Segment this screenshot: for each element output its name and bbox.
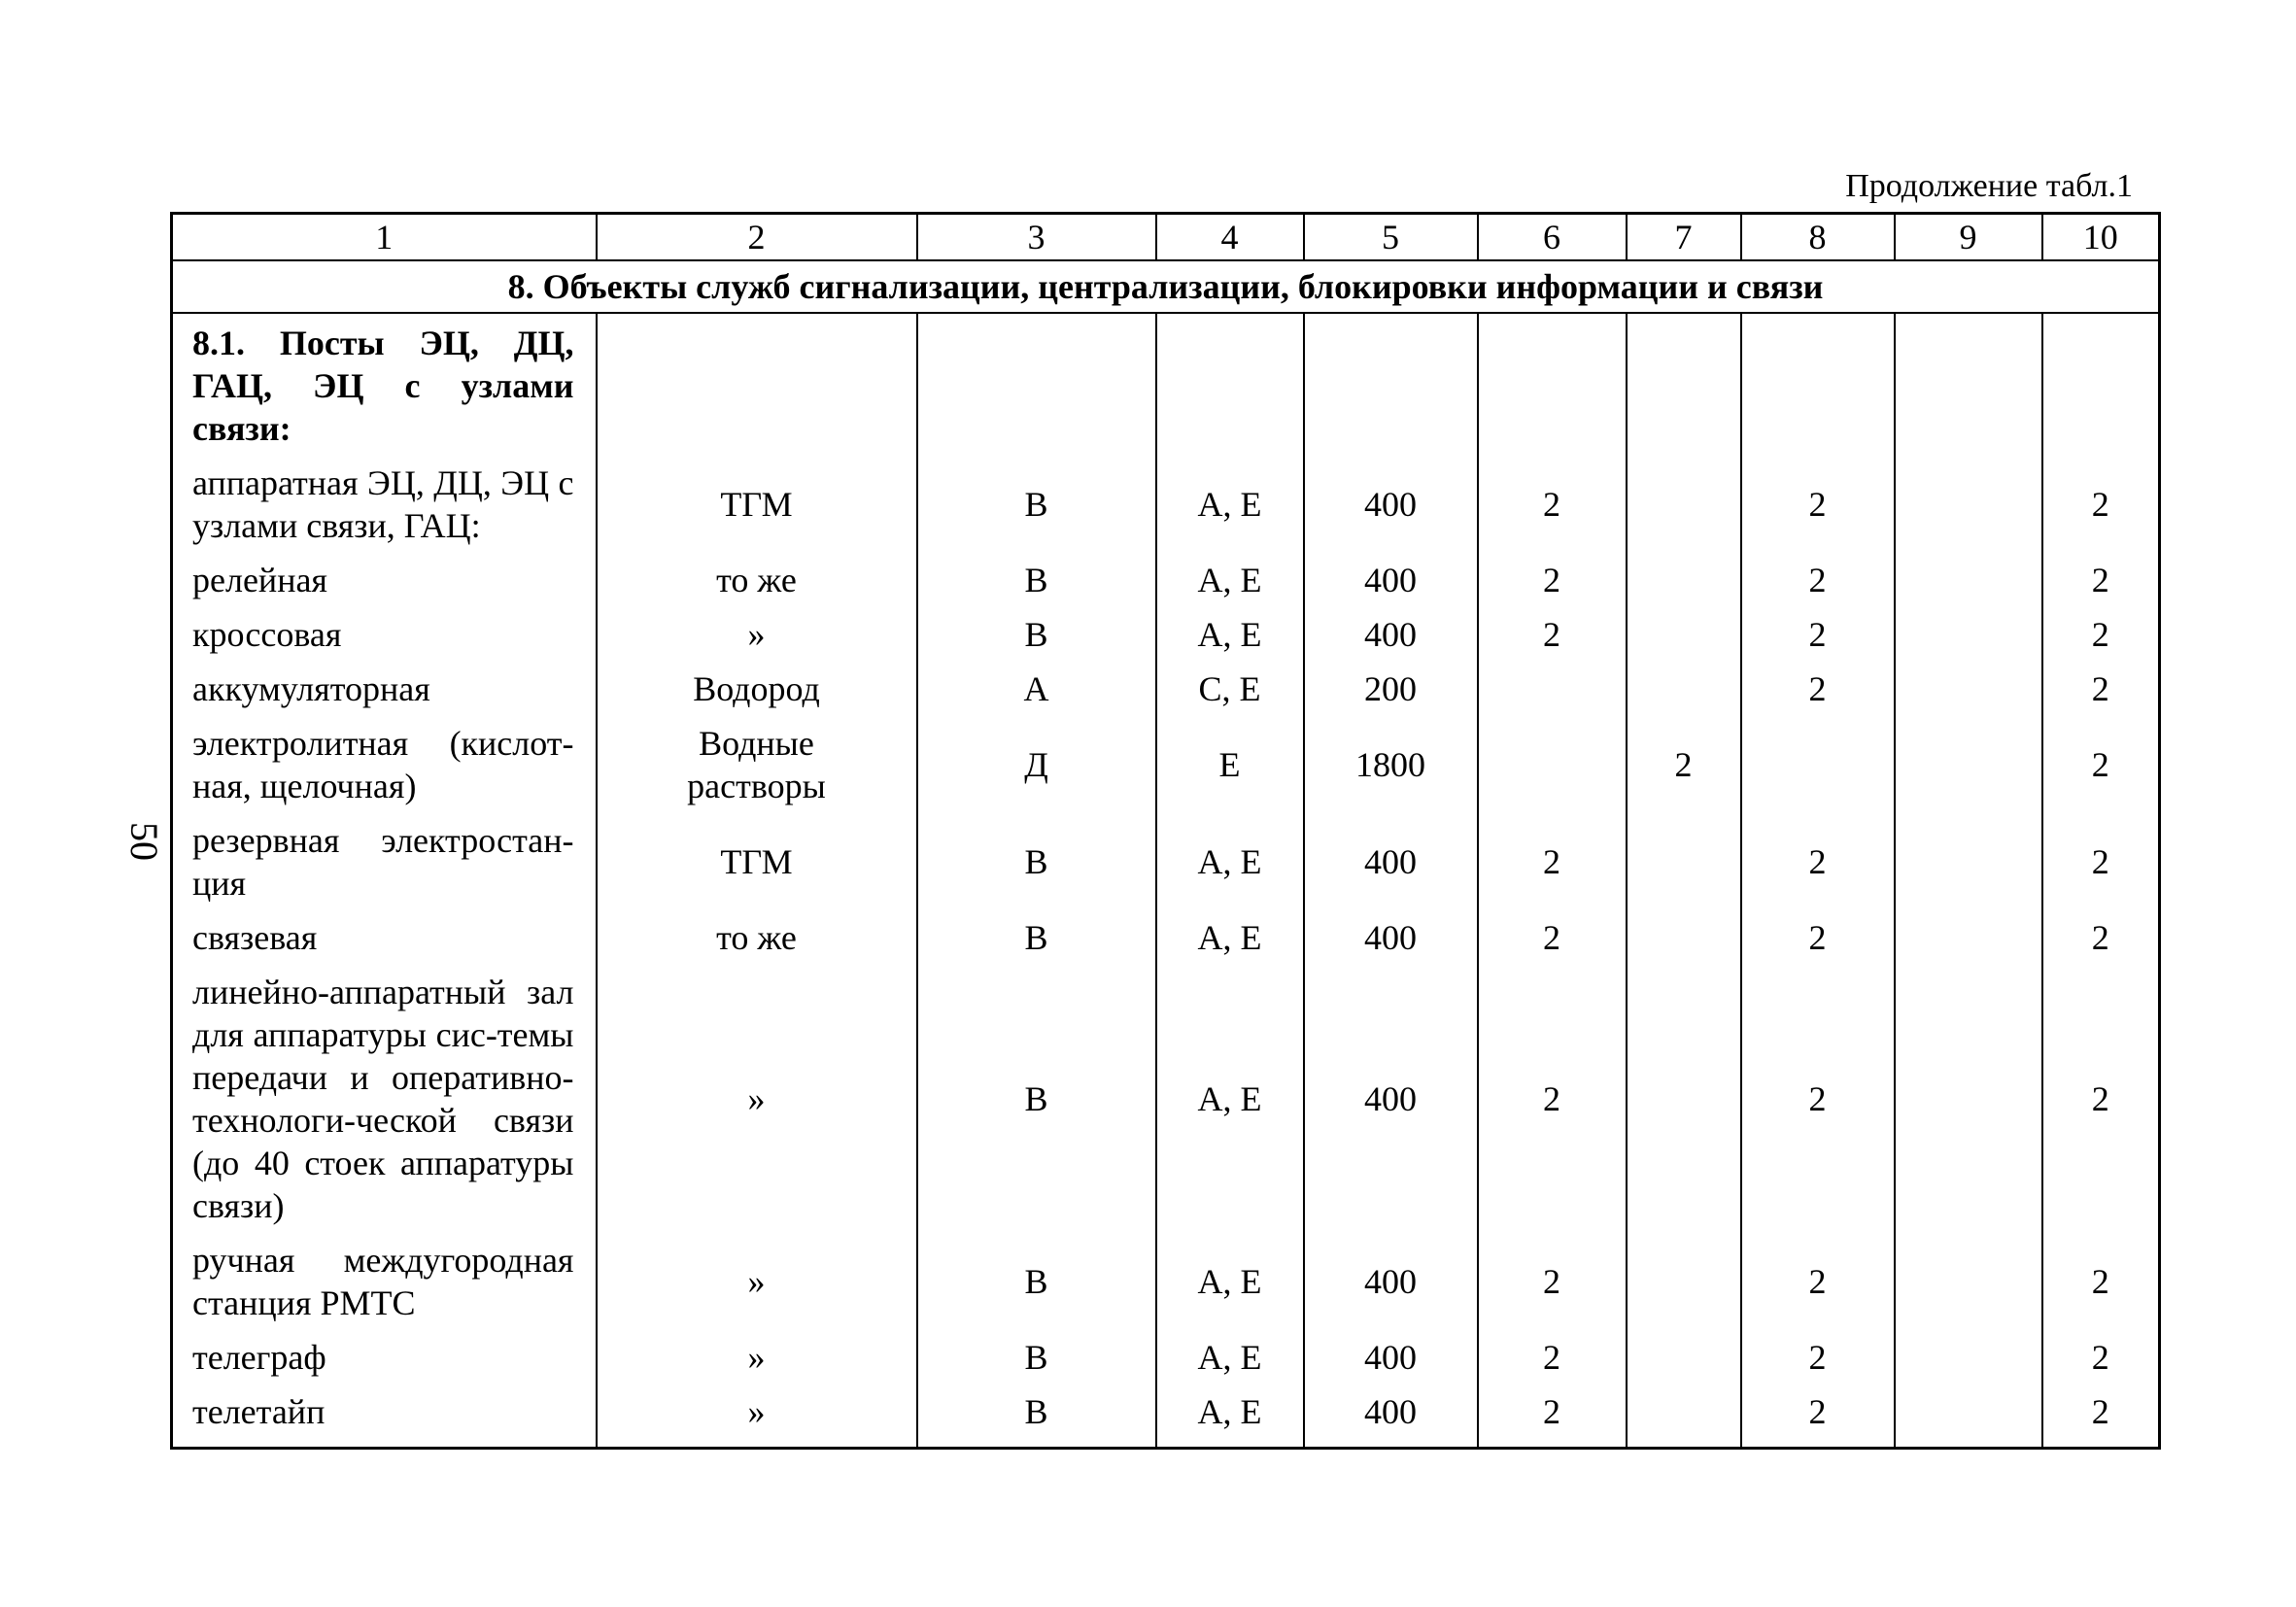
table-cell: 2 [2042,1330,2160,1385]
table-cell: 2 [2042,716,2160,813]
table-cell: А, Е [1156,1233,1304,1330]
table-cell [1627,607,1741,662]
table-cell: А, Е [1156,456,1304,553]
row-name: релейная [172,553,597,607]
table-cell: 400 [1304,1385,1478,1449]
table-cell: 2 [2042,1385,2160,1449]
column-header: 6 [1478,214,1627,261]
row-name: аппаратная ЭЦ, ДЦ, ЭЦ с узлами связи, ГАЦ: [172,456,597,553]
table-cell: то же [597,910,917,965]
table-cell: 400 [1304,910,1478,965]
table-cell [1627,965,1741,1233]
column-header: 5 [1304,214,1478,261]
table-cell: А, Е [1156,813,1304,910]
table-cell [1156,313,1304,456]
table-cell: В [917,1233,1156,1330]
row-name: резервная электростан-ция [172,813,597,910]
table-cell [1895,1330,2042,1385]
table-cell [1478,662,1627,716]
table-cell: А, Е [1156,553,1304,607]
table-cell: 2 [1741,813,1895,910]
table-row [172,813,2160,910]
table-cell [597,313,917,456]
table-cell [1627,813,1741,910]
table-cell [1627,553,1741,607]
table-cell: » [597,1233,917,1330]
table-cell: ТГМ [597,456,917,553]
subsection-title: 8.1. Посты ЭЦ, ДЦ, ГАЦ, ЭЦ с узлами связи: [172,313,597,456]
table-cell: В [917,607,1156,662]
table-cell: 2 [2042,813,2160,910]
table-cell: 2 [1741,456,1895,553]
table-cell: 2 [1741,965,1895,1233]
column-header: 9 [1895,214,2042,261]
table-cell: 2 [1741,553,1895,607]
table-cell [1895,965,2042,1233]
cell-line: Водные [699,724,814,763]
table-row [172,1233,2160,1330]
table-row [172,456,2160,553]
table-cell: В [917,965,1156,1233]
page-number: 50 [122,822,166,861]
table-cell: Д [917,716,1156,813]
table-cell: Е [1156,716,1304,813]
table-cell: » [597,965,917,1233]
table-cell: 2 [1478,1330,1627,1385]
section-title: 8. Объекты служб сигнализации, централизации, блокировки информации и связи [172,260,2160,313]
table-cell: А, Е [1156,910,1304,965]
table-cell: 400 [1304,1330,1478,1385]
table-row [172,607,2160,662]
table-cell: 2 [2042,910,2160,965]
table-cell: А, Е [1156,1385,1304,1449]
table-cell: Водород [597,662,917,716]
table-cell: » [597,607,917,662]
table-cell [1895,553,2042,607]
row-name: телетайп [172,1385,597,1449]
row-name: связевая [172,910,597,965]
table-cell [1895,313,2042,456]
table-cell [1895,662,2042,716]
table-cell: 2 [2042,1233,2160,1330]
table-cell [597,716,917,813]
table-cell [2042,313,2160,456]
table-cell [1741,716,1895,813]
table-cell: 400 [1304,813,1478,910]
table-cell: В [917,456,1156,553]
table-cell: 2 [2042,607,2160,662]
row-name: ручная междугородная станция РМТС [172,1233,597,1330]
table-cell: А, Е [1156,607,1304,662]
table-cell: 2 [2042,553,2160,607]
table-cell [1895,716,2042,813]
table-cell: 2 [1741,910,1895,965]
table-row [172,716,2160,813]
table-cell: 400 [1304,965,1478,1233]
table-cell: В [917,910,1156,965]
table-cell [1627,910,1741,965]
table-cell: 2 [1478,965,1627,1233]
table-cell [1304,313,1478,456]
cell-line: растворы [687,767,826,805]
table-cell [1895,456,2042,553]
table-cell: 2 [1478,553,1627,607]
section-heading-row [172,260,2160,313]
table-cell: 2 [1478,607,1627,662]
column-header: 1 [172,214,597,261]
table-cell: 2 [2042,662,2160,716]
column-header: 2 [597,214,917,261]
column-header: 4 [1156,214,1304,261]
table-cell: 400 [1304,553,1478,607]
table-row [172,1330,2160,1385]
table-cell [1478,313,1627,456]
table-cell: 2 [1478,1233,1627,1330]
table-cell: 1800 [1304,716,1478,813]
table-cell [1895,1385,2042,1449]
table-cell: 2 [1478,910,1627,965]
table-caption: Продолжение табл.1 [1845,168,2133,204]
table-cell: 2 [1741,1385,1895,1449]
table-cell: 400 [1304,456,1478,553]
table-cell [1627,313,1741,456]
table-cell: » [597,1385,917,1449]
table-cell: 2 [1478,813,1627,910]
table-row [172,1385,2160,1449]
table-cell: 2 [1741,662,1895,716]
table-cell: 2 [2042,456,2160,553]
table-cell: ТГМ [597,813,917,910]
table-cell: 2 [1741,1233,1895,1330]
table-cell: В [917,553,1156,607]
table-cell: 400 [1304,1233,1478,1330]
table-cell: А [917,662,1156,716]
column-header: 10 [2042,214,2160,261]
table-cell [1895,1233,2042,1330]
column-header: 3 [917,214,1156,261]
table-cell [1627,662,1741,716]
table-cell [1895,813,2042,910]
table-row [172,313,2160,456]
table-cell [1627,1330,1741,1385]
table-row [172,965,2160,1233]
table-cell [1895,607,2042,662]
table-cell: В [917,813,1156,910]
table-cell [1478,716,1627,813]
column-header: 8 [1741,214,1895,261]
table-cell: 400 [1304,607,1478,662]
table-cell [1627,1233,1741,1330]
row-name: аккумуляторная [172,662,597,716]
table-cell: А, Е [1156,965,1304,1233]
table-cell: А, Е [1156,1330,1304,1385]
table-cell: В [917,1330,1156,1385]
column-header: 7 [1627,214,1741,261]
row-name: телеграф [172,1330,597,1385]
table-cell: В [917,1385,1156,1449]
table-cell: 2 [1478,456,1627,553]
table-cell: 200 [1304,662,1478,716]
table-row [172,910,2160,965]
table-cell [917,313,1156,456]
table-cell: то же [597,553,917,607]
table-cell: 2 [1741,607,1895,662]
data-table [170,212,2161,1450]
table-cell: 2 [1627,716,1741,813]
table-row [172,553,2160,607]
table-cell [1895,910,2042,965]
table-cell [1627,1385,1741,1449]
table-cell: » [597,1330,917,1385]
row-name: кроссовая [172,607,597,662]
table-cell: 2 [1741,1330,1895,1385]
row-name: электролитная (кислот-ная, щелочная) [172,716,597,813]
table-cell: С, Е [1156,662,1304,716]
table-row [172,662,2160,716]
column-header-row [172,214,2160,261]
table-cell [1627,456,1741,553]
table-cell: 2 [1478,1385,1627,1449]
table-cell: 2 [2042,965,2160,1233]
table-cell [1741,313,1895,456]
row-name: линейно-аппаратный зал для аппаратуры сис-темы передачи и оперативно-технологи-ческой связи (до 40 стоек аппаратуры связи) [172,965,597,1233]
